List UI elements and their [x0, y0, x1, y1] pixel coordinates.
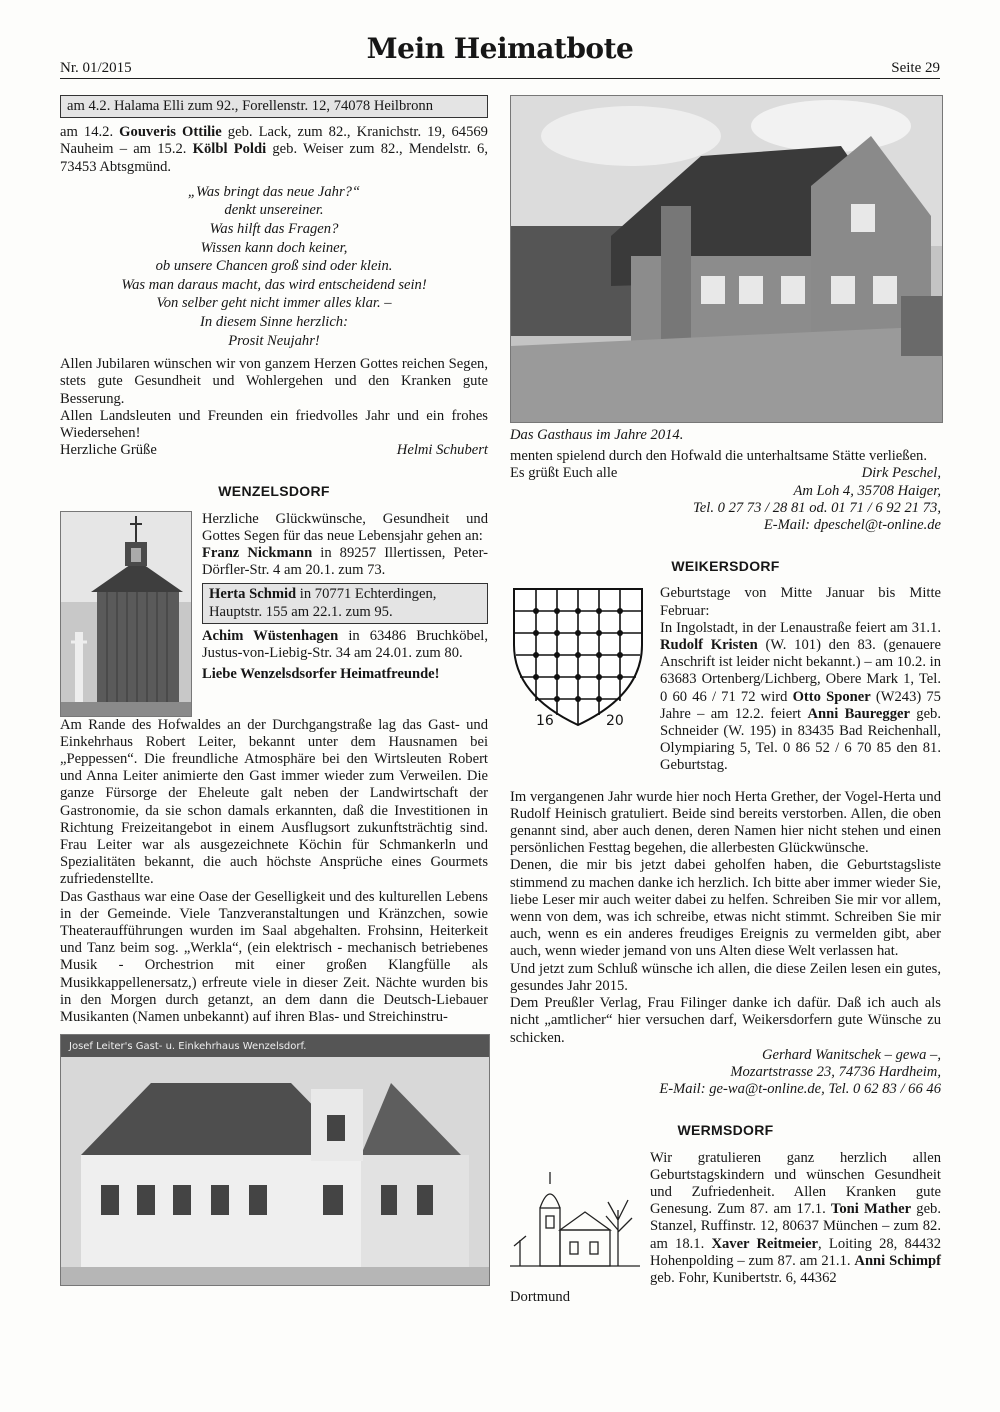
section-heading-wermsdorf: WERMSDORF [677, 1122, 774, 1139]
chapel-illustration [61, 512, 191, 716]
historic-gasthaus-photo [60, 1034, 490, 1286]
birthday-entry: Franz Nickmann in 89257 Illertissen, Peter-Dörfler-Str. 4 am 20.1. zum 73. [202, 544, 488, 579]
gasthaus-2014-photo [510, 95, 943, 423]
church-sketch [510, 1150, 640, 1280]
photo-caption: Das Gasthaus im Jahre 2014. [510, 427, 684, 443]
author-address: Am Loh 4, 35708 Haiger, [793, 482, 941, 499]
section-heading-wenzelsdorf: WENZELSDORF [218, 483, 330, 500]
church-icon [510, 1150, 640, 1280]
weikersdorf-thanks-paragraph: Denen, die mir bis jetzt dabei geholfen haben, die Geburtstagsliste stimmend zu machen danke ich herzlich. Ich bitte aber immer wieder Sie, liebe Leser mir auch weiter dabei zu helfen. Schreiben Sie mir vor allem, wenn von dem, was ich schreibe, etwas nicht stimmt. Schreiben Sie mir auch, wenn es ein anderes freudiges Ereignis zu vermelden gibt, aber auch, wenn wieder jemand von uns Alten diese Welt verlassen hat. [510, 857, 941, 960]
weikersdorf-intro-text: Geburtstage von Mitte Januar bis Mitte Februar: [660, 585, 941, 619]
masthead-logo: Mein Heimatbote [366, 32, 634, 65]
birthday-entry: Achim Wüstenhagen in 63486 Bruchköbel, Justus-von-Liebig-Str. 34 am 24.01. zum 80. [202, 627, 488, 661]
signature-line [510, 465, 941, 482]
poem-line: Prosit Neujahr! [228, 332, 320, 349]
wenzelsdorf-intro-text: Herzliche Glückwünsche, Gesundheit und Gottes Segen für das neue Lebensjahr gehen an: [202, 510, 488, 544]
crest-year-right: 20 [606, 713, 624, 730]
wermsdorf-block [510, 1150, 941, 1288]
left-column [60, 95, 488, 1286]
shield-icon [510, 585, 650, 733]
weikersdorf-memorial-paragraph: Im vergangenen Jahr wurde hier noch Herta Grether, der Vogel-Herta und Rudolf Heinisch gratuliert. Beide sind bereits verstorben. Allen, die oben genannt sind, aber auch denen, deren Namen hier nicht stehen und einen persönlichen Festtag begehen, die allerbesten Glückwünsche. [510, 788, 941, 857]
photo-inscription: Josef Leiter's Gast- u. Einkehrhaus Wenzelsdorf. [69, 1041, 307, 1053]
crest-year-left: 16 [536, 713, 554, 730]
historic-building-illustration [61, 1035, 489, 1285]
weikersdorf-intro [510, 585, 941, 774]
wermsdorf-birthdays [650, 1150, 941, 1288]
new-year-poem [60, 183, 488, 350]
page-number: Seite 29 [891, 60, 940, 76]
poem-line: denkt unsereiner. [224, 202, 324, 219]
author-name: Dirk Peschel, [861, 465, 941, 482]
birthday-paragraph: am 14.2. Gouveris Ottilie geb. Lack, zum 82., Kranichstr. 19, 64569 Nauheim – am 15.2. Kölbl Poldi geb. Weiser zum 82., Mendelstr. 6, 73453 Abtsgmünd. [60, 124, 488, 175]
weikersdorf-birthdays [660, 585, 941, 774]
birthday-box-schmid: Herta Schmid in 70771 Echterdingen, Hauptstr. 155 am 22.1. zum 95. [202, 583, 488, 623]
greeting-text: Es grüßt Euch alle [510, 465, 618, 482]
weikersdorf-author: Gerhard Wanitschek – gewa –, [761, 1046, 941, 1063]
birthday-box-halama: am 4.2. Halama Elli zum 92., Forellenstr. 12, 74078 Heilbronn [60, 95, 488, 118]
gasthaus-history-paragraph: Am Rande des Hofwaldes an der Durchgangstraße lag das Gast- und Einkehrhaus Robert Leiter, bekannt unter dem Hausnamen bei „Peppessen“. Die freundliche Atmosphäre bei den Wirtsleuten Robert und Anna Leiter animierte den Gast immer wieder zum Verweilen. Die ganze Fürsorge der Eheleute galt neben der Landwirtschaft der Gastronomie, da sie schon damals erkannten, daß die Investitionen in Richtung Freizeitangebot in einem Ausflugsort zukunftsträchtig sind. Frau Leiter war als ausgezeichnete Köchin für Schmankerln und Spezialitäten bekannt, die auch höchste Ansprüche eines Gourmets zufriedenstellte. [60, 716, 488, 888]
coat-of-arms [510, 585, 650, 733]
poem-line: Von selber geht nicht immer alles klar. – [156, 295, 392, 312]
greeting-text: Herzliche Grüße [60, 442, 157, 459]
greeting-paragraph: Allen Landsleuten und Freunden ein friedvolles Jahr und ein frohes Wiedersehen! [60, 407, 488, 441]
wishes-paragraph: Allen Jubilaren wünschen wir von ganzem Herzen Gottes reichen Segen, stets gute Gesundheit und Wohlergehen und den Kranken gute Besserung. [60, 356, 488, 407]
poem-line: Wissen kann doch keiner, [200, 239, 348, 256]
wenzelsdorf-birthdays [202, 511, 488, 717]
weikersdorf-email: E-Mail: ge-wa@t-online.de, Tel. 0 62 83 / 66 46 [659, 1081, 941, 1098]
weikersdorf-publisher-paragraph: Dem Preußler Verlag, Frau Filinger danke ich dafür. Daß ich auch als nicht „amtlicher“ hier versuchen darf, Weikersdorfern gute Wünsche zu schicken. [510, 995, 941, 1046]
poem-line: „Was bringt das neue Jahr?“ [187, 183, 361, 200]
wermsdorf-birthday-list: Wir gratulieren ganz herzlich allen Geburtstagskindern und wünschen Gesundheit und Zufriedenheit. Allen Kranken gute Genesung. Zum 87. am 17.1. Toni Mather geb. Stanzel, Ruffinstr. 12, 80637 München – zum 82. am 18.1. Xaver Reitmeier, Loiting 28, 84432 Hohenpolding – zum 87. am 21.1. Anni Schimpf geb. Fohr, Kunibertstr. 6, 44362 [650, 1149, 942, 1286]
right-column [510, 95, 941, 1306]
author-phone: Tel. 0 27 73 / 28 81 od. 01 71 / 6 92 21 73, [693, 499, 941, 516]
page-header [60, 32, 940, 79]
poem-line: Was man daraus macht, das wird entscheidend sein! [121, 276, 427, 293]
poem-line: Was hilft das Fragen? [209, 221, 339, 237]
issue-number: Nr. 01/2015 [60, 60, 132, 76]
author-name: Helmi Schubert [396, 442, 488, 459]
poem-line: ob unsere Chancen groß sind oder klein. [155, 258, 393, 275]
gasthaus-2014-illustration [511, 96, 942, 422]
continued-paragraph: menten spielend durch den Hofwald die unterhaltsame Stätte verließen. [510, 448, 927, 465]
poem-line: In diesem Sinne herzlich: [200, 313, 348, 330]
weikersdorf-newyear-paragraph: Und jetzt zum Schluß wünsche ich allen, die diese Zeilen lesen ein gutes, gesundes Jahr 2015. [510, 960, 941, 994]
section-heading-weikersdorf: WEIKERSDORF [671, 558, 780, 575]
gasthaus-culture-paragraph: Das Gasthaus war eine Oase der Geselligkeit und des kulturellen Lebens in der Gemeinde. Viele Tanzveranstaltungen und Kränzchen, sowie Theateraufführungen wurden im Saal abgehalten. Frohsinn, Heiterkeit und Tanz beim sog. „Werkla“, (ein elektrisch - mechanisch betriebenes Musik - Orchestrion mit einer großen Klangfülle als Musikkappellenersatz,) erfreute viele in dieser Zeit. Nächte wurden bis in den Morgen durch getanzt, an dem dann die Deutsch-Liebauer Musikanten (Namen unbekannt) auf ihren Blas- und Streichinstru- [60, 888, 488, 1026]
letter-salutation: Liebe Wenzelsdsorfer Heimatfreunde! [202, 666, 440, 683]
weikersdorf-birthday-list: In Ingolstadt, in der Lenaustraße feiert am 31.1. Rudolf Kristen (W. 101) den 83. (genauere Anschrift ist leider nicht bekannt.) – am 10.2. in 63683 Ortenberg/Lichberg, Obere Mark 1, Tel. 0 60 46 / 71 72 wird Otto Sponer (W243) 75 Jahre – am 12.2. feiert Anni Bauregger geb. Schneider (W. 195) in 83435 Bad Reichenhall, Olympiaring 5, Tel. 0 86 52 / 6 70 85 den 81. Geburtstag. [660, 619, 941, 774]
chapel-photo [60, 511, 192, 717]
signature-line [60, 442, 488, 459]
wenzelsdorf-intro [60, 511, 488, 717]
weikersdorf-address: Mozartstrasse 23, 74736 Hardheim, [730, 1063, 941, 1080]
wermsdorf-last-line: Dortmund [510, 1289, 570, 1306]
author-email: E-Mail: dpeschel@t-online.de [763, 517, 941, 534]
